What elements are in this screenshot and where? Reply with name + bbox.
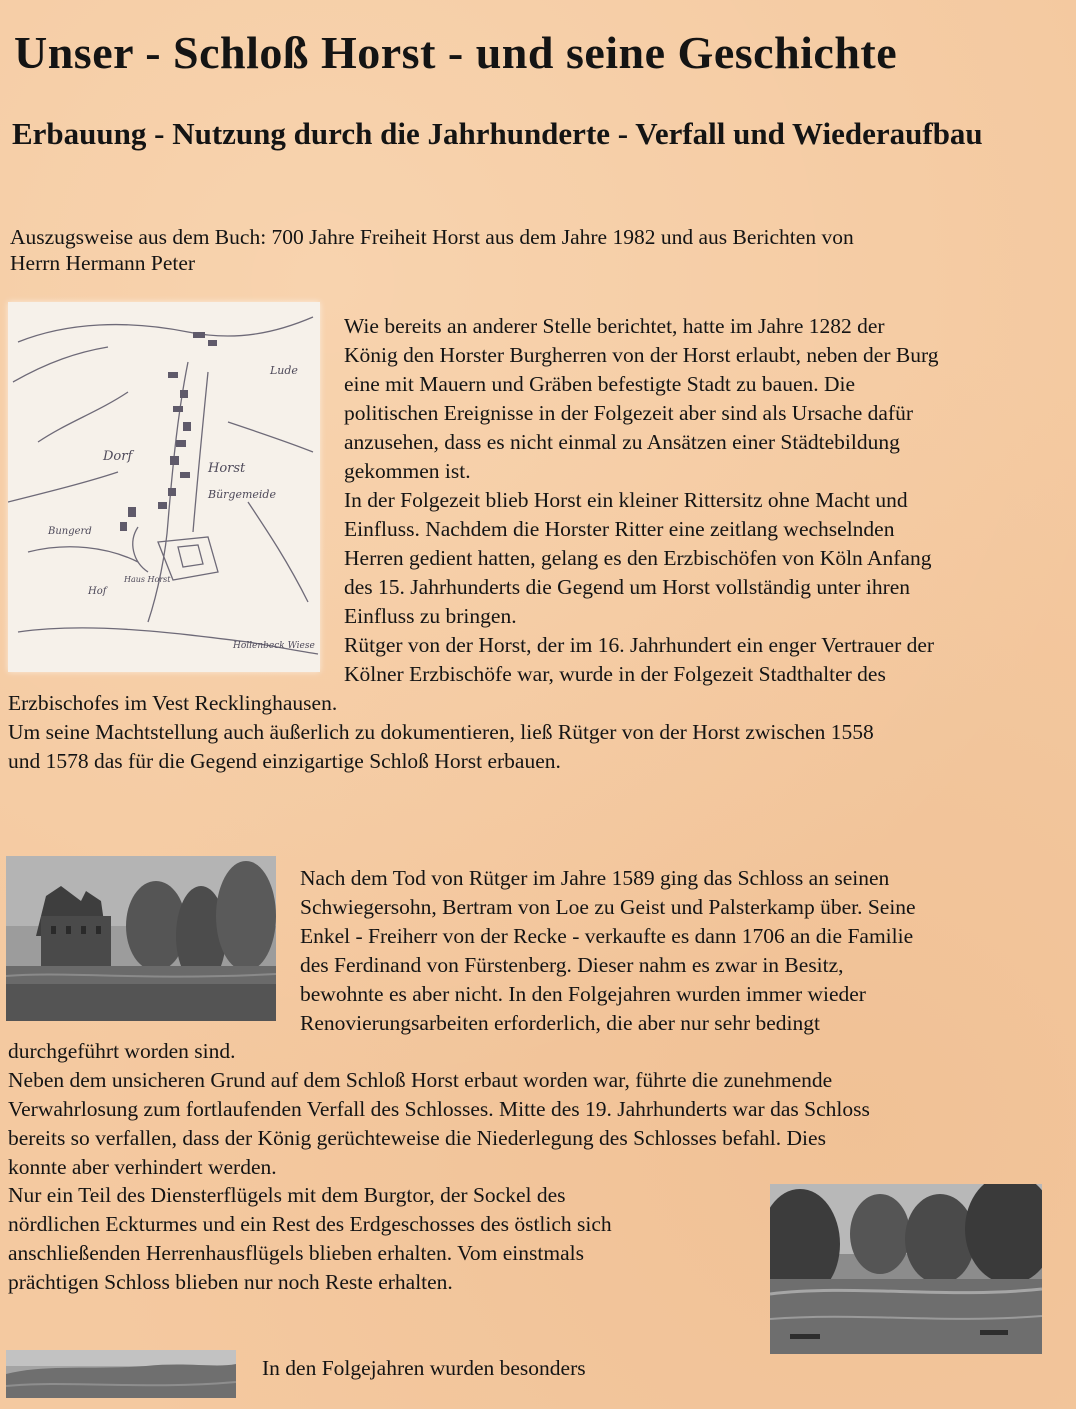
map-label: Bürgemeide bbox=[208, 488, 276, 501]
text-line: Neben dem unsicheren Grund auf dem Schloß Horst erbaut worden war, führte die zunehmende bbox=[8, 1068, 833, 1092]
historic-map-image bbox=[8, 302, 320, 672]
section2-full-text bbox=[8, 1037, 870, 1182]
text-line: Nur ein Teil des Diensterflügels mit dem Burgtor, der Sockel des bbox=[8, 1183, 566, 1207]
section2-wrapped-text bbox=[300, 864, 916, 1038]
text-line: Einfluss. Nachdem die Horster Ritter eine zeitlang wechselnden bbox=[344, 517, 895, 541]
map-label: Horst bbox=[208, 461, 246, 476]
map-label: Hof bbox=[88, 586, 107, 597]
source-line: Auszugsweise aus dem Buch: 700 Jahre Freiheit Horst aus dem Jahre 1982 und aus Berichten von bbox=[10, 225, 854, 249]
text-line: Enkel - Freiherr von der Recke - verkaufte es dann 1706 an die Familie bbox=[300, 924, 914, 948]
text-line: gekommen ist. bbox=[344, 459, 471, 483]
text-line: des 15. Jahrhunderts die Gegend um Horst vollständig unter ihren bbox=[344, 575, 911, 599]
text-line: Wie bereits an anderer Stelle berichtet, hatte im Jahre 1282 der bbox=[344, 314, 885, 338]
section3-text bbox=[8, 1181, 612, 1297]
text-line: anschließenden Herrenhausflügels blieben erhalten. Vom einstmals bbox=[8, 1241, 584, 1265]
text-line: prächtigen Schloss blieben nur noch Reste erhalten. bbox=[8, 1270, 453, 1294]
source-line: Herrn Hermann Peter bbox=[10, 251, 196, 275]
text-line: eine mit Mauern und Gräben befestigte Stadt zu bauen. Die bbox=[344, 372, 856, 396]
section1-wrapped-text bbox=[344, 312, 938, 689]
map-label: Lude bbox=[270, 364, 298, 377]
text-line: Herren gedient hatten, gelang es den Erzbischöfen von Köln Anfang bbox=[344, 546, 932, 570]
text-line: konnte aber verhindert werden. bbox=[8, 1155, 277, 1179]
text-line: Renovierungsarbeiten erforderlich, die aber nur sehr bedingt bbox=[300, 1011, 820, 1035]
map-label: Hollenbeck Wiese bbox=[233, 641, 315, 651]
text-line: und 1578 das für die Gegend einzigartige Schloß Horst erbauen. bbox=[8, 749, 561, 773]
text-line: politischen Ereignisse in der Folgezeit aber sind als Ursache dafür bbox=[344, 401, 913, 425]
map-label: Bungerd bbox=[48, 526, 92, 537]
text-line: bereits so verfallen, dass der König gerüchteweise die Niederlegung des Schlosses befahl. Dies bbox=[8, 1126, 826, 1150]
map-label: Haus Horst bbox=[124, 575, 171, 584]
text-line: Einfluss zu bringen. bbox=[344, 604, 517, 628]
text-line: Kölner Erzbischöfe war, wurde in der Folgezeit Stadthalter des bbox=[344, 662, 886, 686]
page-title: Unser - Schloß Horst - und seine Geschichte bbox=[14, 27, 898, 78]
text-line: anzusehen, dass es nicht einmal zu Ansätzen einer Städtebildung bbox=[344, 430, 900, 454]
text-line: Nach dem Tod von Rütger im Jahre 1589 ging das Schloss an seinen bbox=[300, 866, 890, 890]
map-label: Dorf bbox=[103, 449, 133, 464]
text-line: Um seine Machtstellung auch äußerlich zu dokumentieren, ließ Rütger von der Horst zwischen 1558 bbox=[8, 720, 874, 744]
castle-lake-photo bbox=[770, 1184, 1042, 1354]
text-line: durchgeführt worden sind. bbox=[8, 1039, 236, 1063]
section1-full-text bbox=[8, 689, 874, 776]
section4-text bbox=[262, 1354, 586, 1383]
text-line: bewohnte es aber nicht. In den Folgejahren wurden immer wieder bbox=[300, 982, 866, 1006]
text-line: In der Folgezeit blieb Horst ein kleiner Rittersitz ohne Macht und bbox=[344, 488, 908, 512]
text-line: Schwiegersohn, Bertram von Loe zu Geist und Palsterkamp über. Seine bbox=[300, 895, 916, 919]
source-note bbox=[10, 224, 1060, 276]
castle-engraving-image bbox=[6, 856, 276, 1021]
text-line: des Ferdinand von Fürstenberg. Dieser nahm es zwar in Besitz, bbox=[300, 953, 844, 977]
text-line: nördlichen Eckturmes und ein Rest des Erdgeschosses des östlich sich bbox=[8, 1212, 612, 1236]
page-subtitle: Erbauung - Nutzung durch die Jahrhunderte - Verfall und Wiederaufbau bbox=[12, 116, 983, 151]
text-line: Erzbischofes im Vest Recklinghausen. bbox=[8, 691, 338, 715]
text-line: Verwahrlosung zum fortlaufenden Verfall des Schlosses. Mitte des 19. Jahrhunderts war das Schloss bbox=[8, 1097, 870, 1121]
text-line: König den Horster Burgherren von der Horst erlaubt, neben der Burg bbox=[344, 343, 939, 367]
text-line: In den Folgejahren wurden besonders bbox=[262, 1356, 586, 1380]
text-line: Rütger von der Horst, der im 16. Jahrhundert ein enger Vertrauer der bbox=[344, 633, 935, 657]
landscape-photo bbox=[6, 1350, 236, 1398]
